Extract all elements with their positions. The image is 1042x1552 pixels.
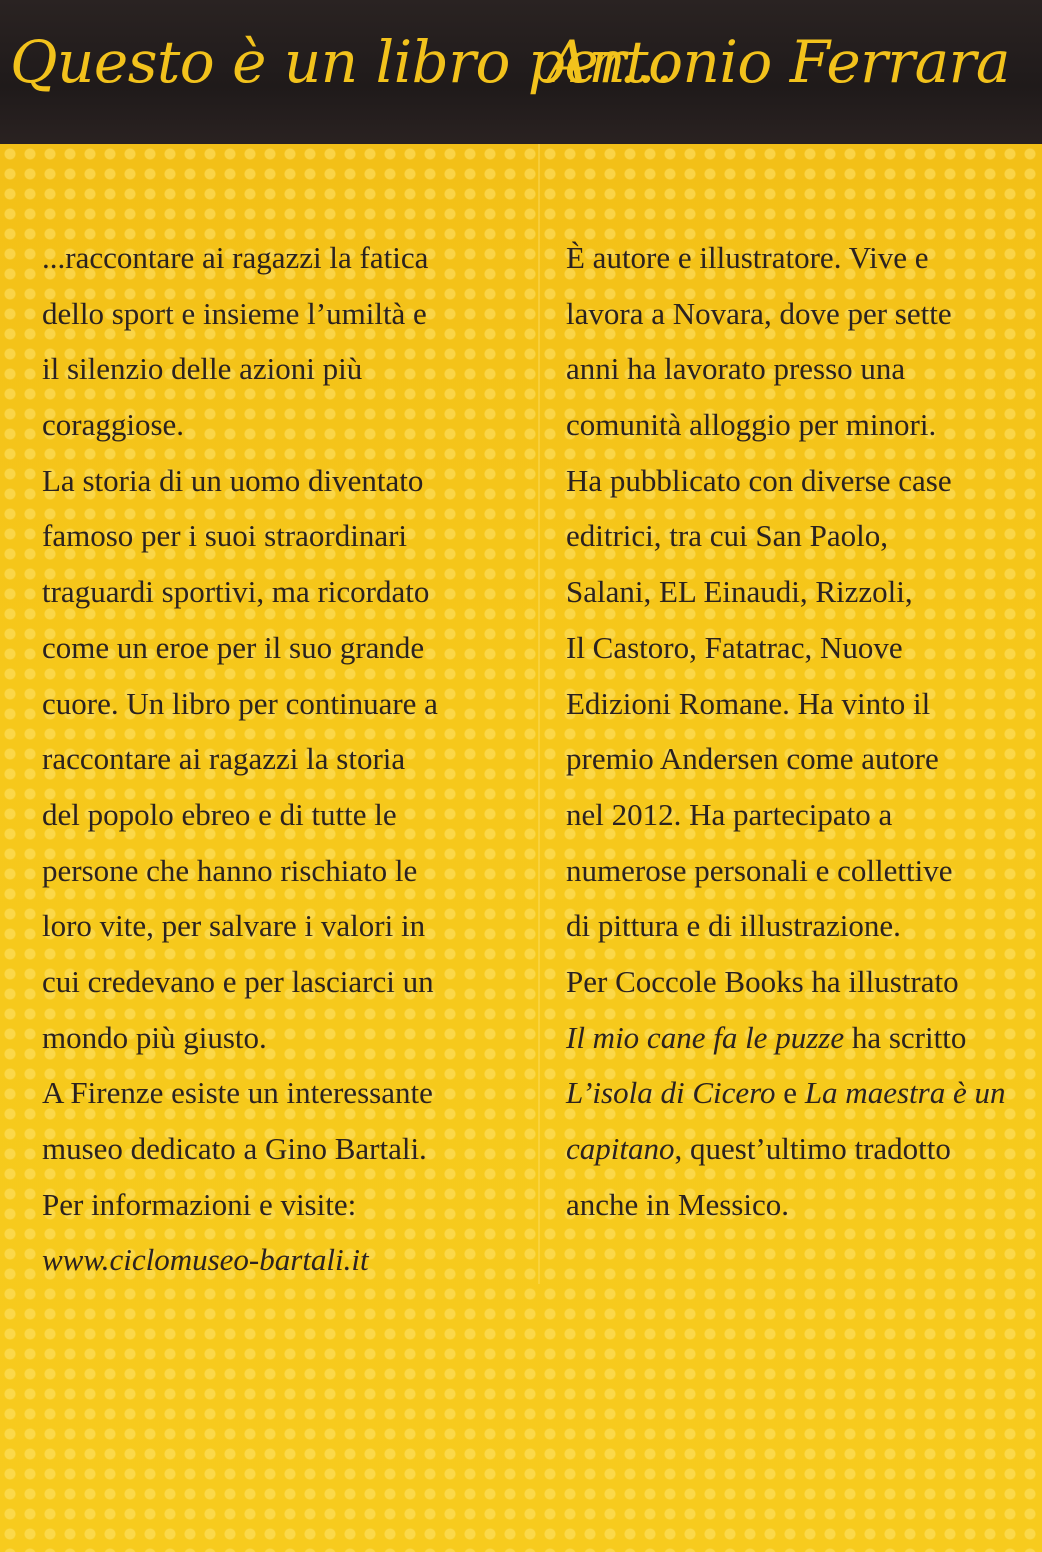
text-line xyxy=(566,1121,1036,1177)
text-line: numerose personali e collettive xyxy=(566,852,953,888)
text-fragment: ha scritto xyxy=(844,1019,967,1055)
text-line: nel 2012. Ha partecipato a xyxy=(566,796,893,832)
text-line: dello sport e insieme l’umiltà e xyxy=(42,295,427,331)
text-line: È autore e illustratore. Vive e xyxy=(566,240,929,275)
text-line: Il Castoro, Fatatrac, Nuove xyxy=(566,629,903,665)
text-line: Per Coccole Books ha illustrato xyxy=(566,963,959,999)
text-line: come un eroe per il suo grande xyxy=(42,629,425,665)
text-line: anni ha lavorato presso una xyxy=(566,351,906,387)
text-line xyxy=(566,1010,1036,1066)
text-line: La storia di un uomo diventato xyxy=(42,462,424,498)
title-left: Questo è un libro per... xyxy=(10,28,673,96)
text-line: Edizioni Romane. Ha vinto il xyxy=(566,685,931,721)
text-line: del popolo ebreo e di tutte le xyxy=(42,796,397,832)
book-title: L’isola di Cicero xyxy=(566,1075,776,1111)
text-line: mondo più giusto. xyxy=(42,1019,267,1055)
text-line: ...raccontare ai ragazzi la fatica xyxy=(42,240,429,275)
text-line: famoso per i suoi straordinari xyxy=(42,518,408,554)
text-fragment: e xyxy=(775,1075,805,1111)
content-panel xyxy=(0,144,1042,1552)
text-line: raccontare ai ragazzi la storia xyxy=(42,741,406,777)
text-line: loro vite, per salvare i valori in xyxy=(42,908,426,944)
text-line: Ha pubblicato con diverse case xyxy=(566,462,952,498)
text-line: Per informazioni e visite: xyxy=(42,1186,357,1222)
book-title: La maestra è un xyxy=(804,1075,1006,1111)
text-line: comunità alloggio per minori. xyxy=(566,407,937,443)
text-line: il silenzio delle azioni più xyxy=(42,351,363,387)
text-line: di pittura e di illustrazione. xyxy=(566,908,901,944)
author-bio xyxy=(566,230,1036,1232)
text-line: premio Andersen come autore xyxy=(566,741,939,777)
text-line xyxy=(566,1065,1036,1121)
text-line: A Firenze esiste un interessante xyxy=(42,1075,433,1111)
text-line: editrici, tra cui San Paolo, xyxy=(566,518,888,554)
text-line: cuore. Un libro per continuare a xyxy=(42,685,438,721)
book-title: Il mio cane fa le puzze xyxy=(566,1019,845,1055)
text-line: persone che hanno rischiato le xyxy=(42,852,418,888)
author-name: Antonio Ferrara xyxy=(547,28,1010,96)
text-line: lavora a Novara, dove per sette xyxy=(566,295,952,331)
text-line: Salani, EL Einaudi, Rizzoli, xyxy=(566,574,913,610)
book-title: capitano xyxy=(566,1131,675,1166)
text-line: traguardi sportivi, ma ricordato xyxy=(42,574,430,610)
text-line: anche in Messico. xyxy=(566,1186,789,1222)
text-line: museo dedicato a Gino Bartali. xyxy=(42,1131,427,1166)
text-fragment: , quest’ultimo tradotto xyxy=(674,1131,951,1166)
text-line: cui credevano e per lasciarci un xyxy=(42,963,434,999)
text-line: coraggiose. xyxy=(42,407,185,443)
column-divider xyxy=(538,144,540,1284)
book-description xyxy=(42,230,522,1288)
museum-website-link[interactable]: www.ciclomuseo-bartali.it xyxy=(42,1242,369,1278)
header-bar xyxy=(0,0,1042,144)
